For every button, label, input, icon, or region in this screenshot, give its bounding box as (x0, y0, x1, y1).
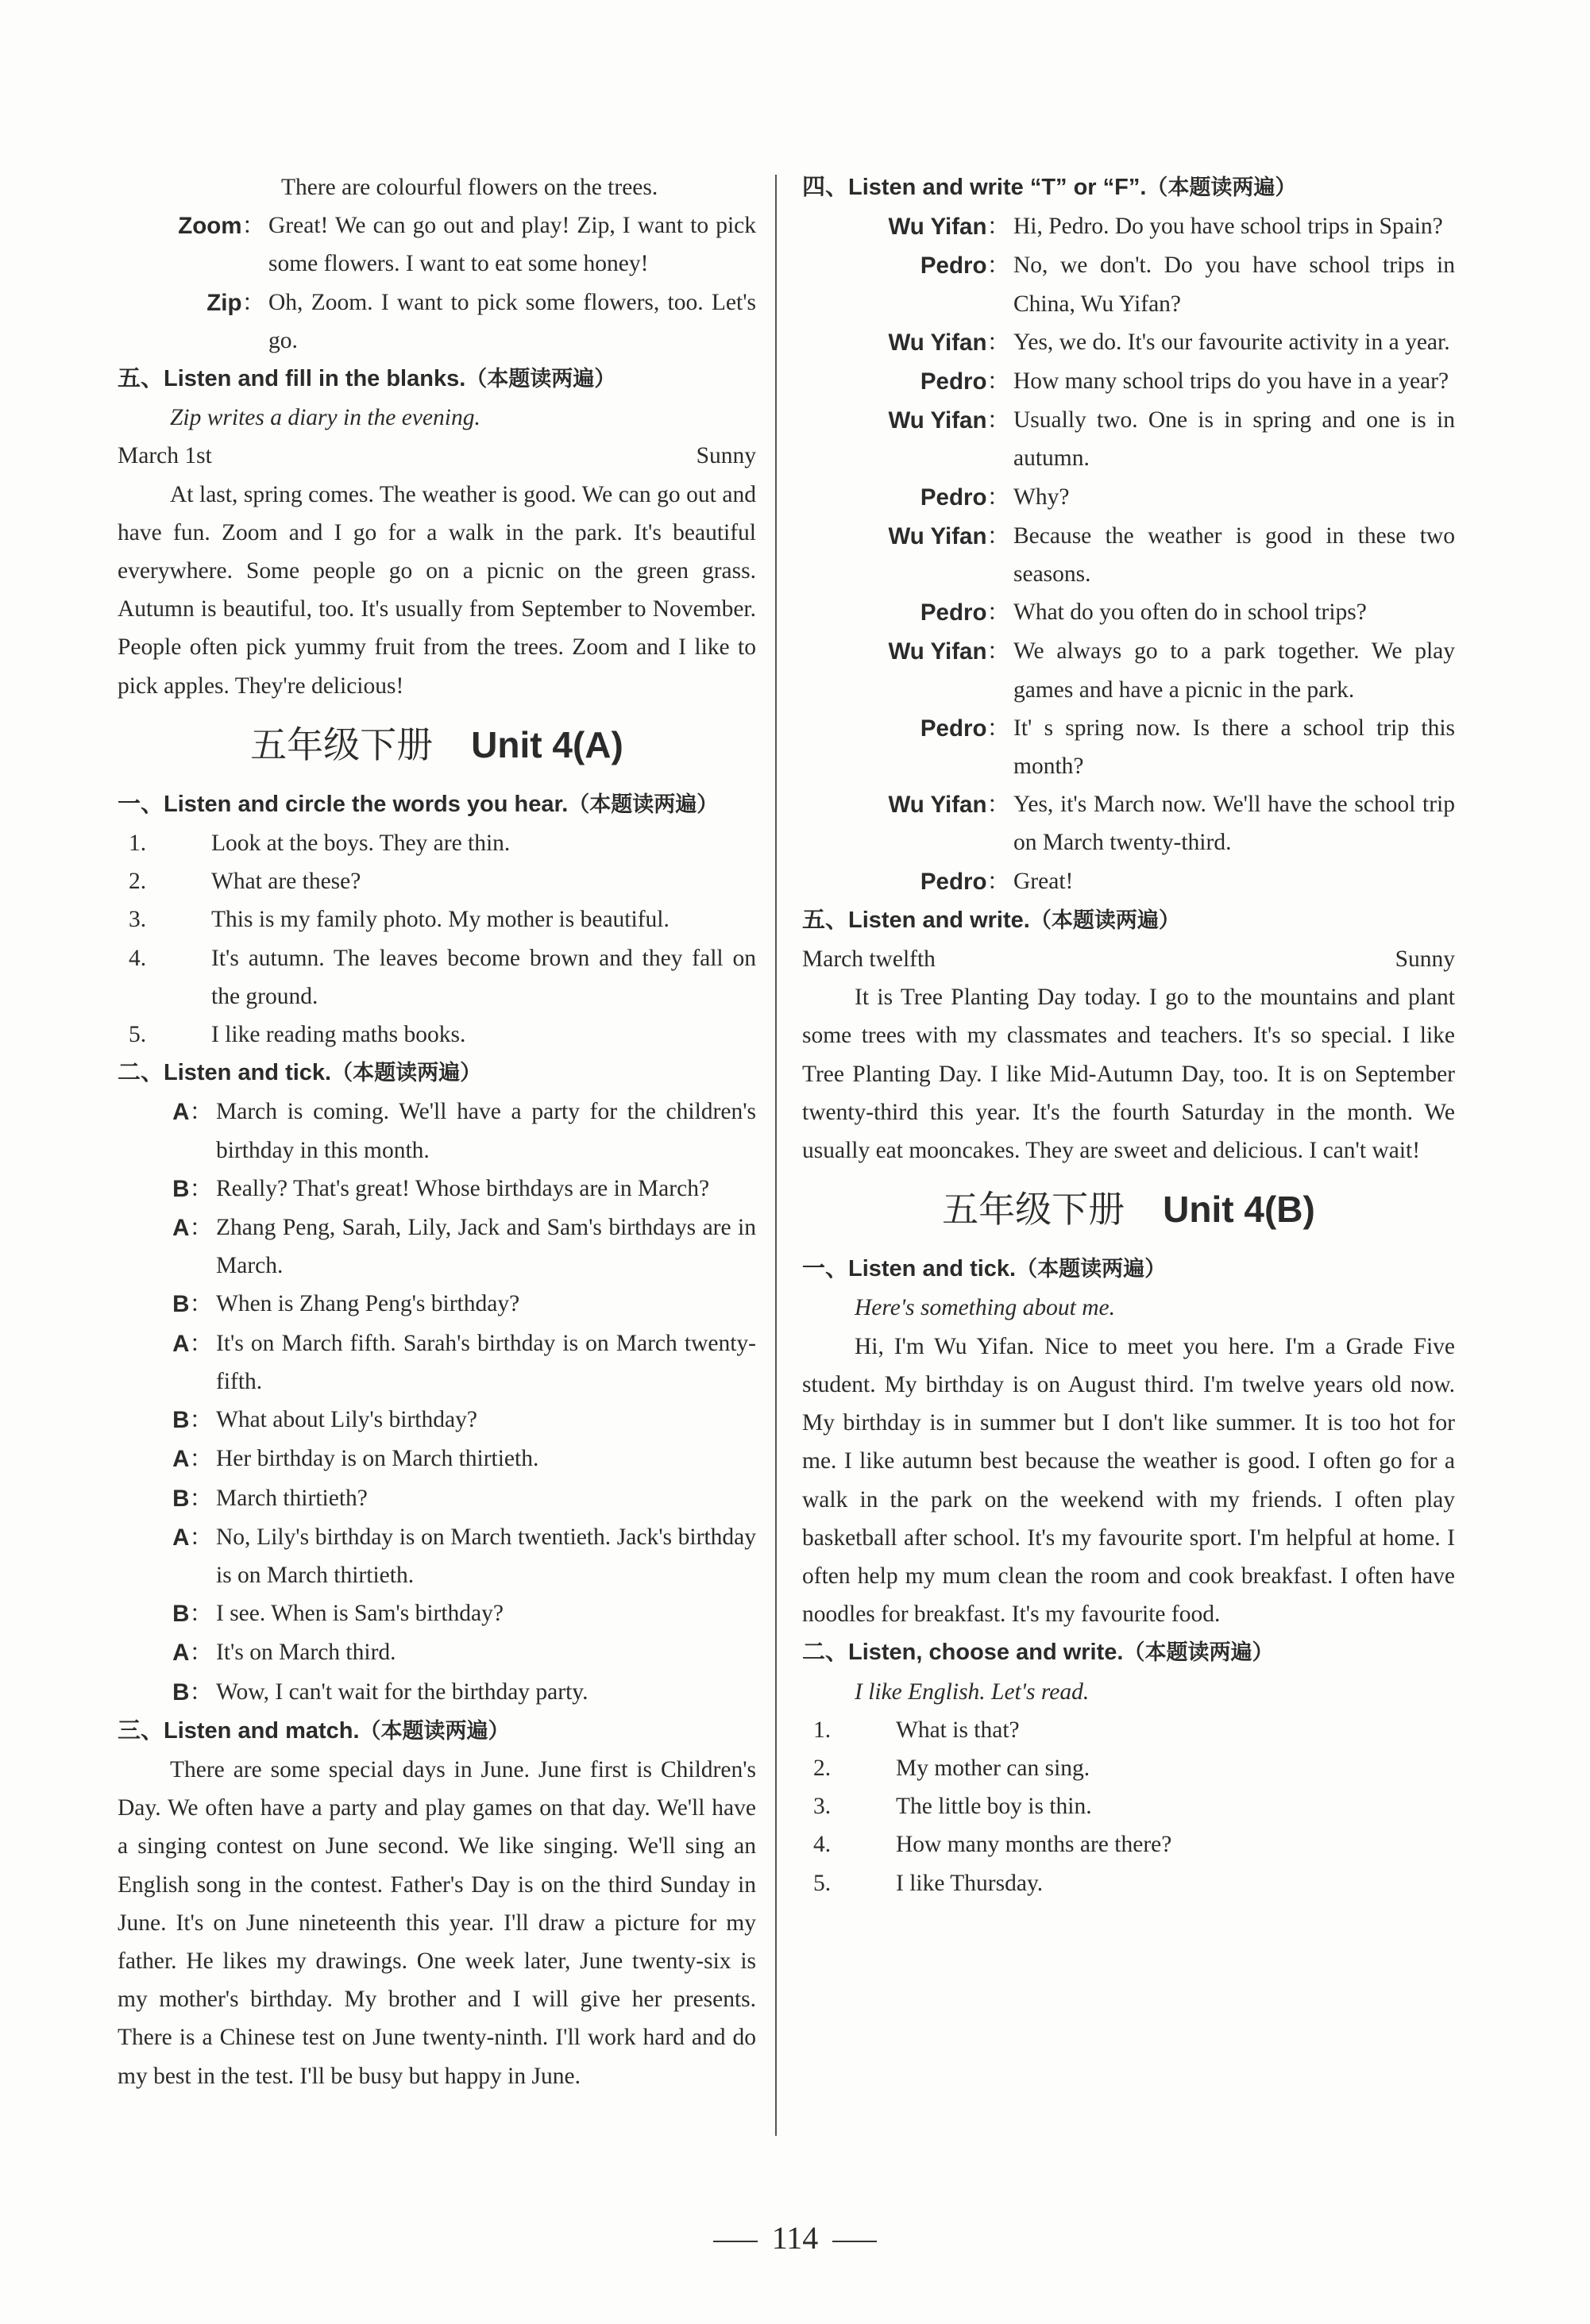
speaker: A ： (118, 1324, 213, 1401)
dialog-line (118, 206, 756, 283)
utterance: It' s spring now. Is there a school trip this month? (1013, 715, 1455, 780)
utterance: Because the weather is good in these two seasons. (1013, 522, 1455, 588)
list-item: 4. It's autumn. The leaves become brown and they fall on the ground. (129, 945, 756, 1009)
section-title: 一、Listen and tick. (802, 1256, 1017, 1282)
dialog-line (118, 1324, 756, 1401)
section-title: 三、Listen and match. (118, 1717, 360, 1744)
dialog-line (118, 1170, 756, 1208)
utterance: No, Lily's birthday is on March twentieth. Jack's birthday is on March thirtieth. (216, 1524, 756, 1588)
speaker: B ： (118, 1673, 213, 1712)
speaker: Pedro ： (802, 709, 1010, 785)
section-note: （本题读两遍） (331, 1061, 482, 1086)
section-heading (802, 1250, 1455, 1289)
dialog-line (118, 1479, 756, 1518)
dialog-line (118, 1208, 756, 1285)
section-note: （本题读两遍） (1123, 1640, 1274, 1666)
dialog-line (802, 785, 1455, 861)
dialog-line (802, 207, 1455, 246)
utterance: Really? That's great! Whose birthdays are in March? (216, 1175, 710, 1201)
section-heading (802, 1633, 1455, 1672)
unit-grade: 五年级下册 (250, 723, 434, 766)
diary-intro: Zip writes a diary in the evening. (170, 405, 480, 431)
list-item: 3. The little boy is thin. (813, 1794, 1092, 1820)
speaker: Pedro ： (802, 246, 1010, 322)
list-item: 1. What is that? (813, 1717, 1020, 1743)
column-divider (775, 175, 777, 2136)
utterance: It's on March third. (216, 1640, 396, 1666)
utterance: Yes, we do. It's our favourite activity in a year. (1013, 329, 1450, 355)
passage-text: There are some special days in June. June first is Children's Day. We often have a party and play games on that day. We'll have a singing contest on June second. We like singing. We'll sing an English song in the contest. Father's Day is on the third Sunday in June. It's on June nineteenth this year. I'll draw a picture for my father. He likes my drawings. One week later, June twenty-six is my mother's birthday. My brother and I will give her presents. There is a Chinese test on June twenty-ninth. I'll work hard and do my best in the test. I'll be busy but happy in June. (118, 1756, 756, 2089)
utterance: Her birthday is on March thirtieth. (216, 1446, 539, 1472)
dialog-line (118, 1673, 756, 1712)
diary-header (802, 940, 1455, 978)
utterance: What about Lily's birthday? (216, 1407, 477, 1433)
dialog-line (802, 517, 1455, 593)
speaker: Wu Yifan ： (802, 401, 1010, 477)
dialog-line (118, 1285, 756, 1324)
diary-date: March twelfth (802, 946, 936, 973)
utterance: March thirtieth? (216, 1485, 368, 1511)
dialog-line (118, 1594, 756, 1633)
dialog-line (802, 478, 1455, 517)
speaker: Pedro ： (802, 362, 1010, 401)
section-title: 二、Listen and tick. (118, 1060, 332, 1086)
dialog-line (802, 362, 1455, 401)
dialog-line (802, 862, 1455, 901)
section-heading (802, 168, 1455, 207)
speaker: A ： (118, 1518, 213, 1594)
unit-title (802, 1171, 1455, 1248)
section-title: 一、Listen and circle the words you hear. (118, 791, 569, 817)
speaker: Wu Yifan ： (802, 632, 1010, 708)
diary-weather: Sunny (696, 443, 756, 469)
section-title: 四、Listen and write “T” or “F”. (802, 175, 1147, 200)
utterance: No, we don't. Do you have school trips in China, Wu Yifan? (1013, 252, 1455, 317)
left-column (118, 168, 756, 2095)
speaker: Pedro ： (802, 478, 1010, 517)
page-number: 114 (0, 2219, 1590, 2257)
speaker: B ： (118, 1170, 213, 1208)
speaker: Zoom ： (118, 206, 265, 283)
section-heading (118, 785, 756, 824)
utterance: I see. When is Sam's birthday? (216, 1601, 504, 1627)
diary-text: At last, spring comes. The weather is good. We can go out and have fun. Zoom and I go for a walk in the park. It's beautiful everywhere. Some people go on a picnic on the green grass. Autumn is beautiful, too. It's usually from September to November. People often pick yummy fruit from the trees. Zoom and I like to pick apples. They're delicious! (118, 481, 756, 699)
speaker: Wu Yifan ： (802, 323, 1010, 362)
utterance: Great! (1013, 868, 1074, 894)
speaker: Pedro ： (802, 593, 1010, 632)
list-item: 5. I like reading maths books. (129, 1022, 466, 1048)
section-heading (118, 360, 756, 399)
diary-header (118, 437, 756, 475)
dialog-line (802, 246, 1455, 322)
numbered-list (802, 1711, 1455, 1902)
section-title: 五、Listen and fill in the blanks. (118, 366, 466, 392)
utterance: We always go to a park together. We play games and have a picnic in the park. (1013, 638, 1455, 703)
section-note: （本题读两遍） (1146, 175, 1297, 200)
speaker: Pedro ： (802, 862, 1010, 901)
speaker: B ： (118, 1401, 213, 1439)
dialog-line (802, 593, 1455, 632)
dialog-line (118, 283, 756, 360)
speaker: A ： (118, 1208, 213, 1285)
list-item: 3. This is my family photo. My mother is beautiful. (129, 907, 670, 933)
dialog-line (118, 1401, 756, 1439)
utterance: Usually two. One is in spring and one is in autumn. (1013, 407, 1455, 472)
section-note: （本题读两遍） (359, 1718, 510, 1744)
speaker: B ： (118, 1479, 213, 1518)
right-column (802, 168, 1455, 1902)
list-item: 2. My mother can sing. (813, 1755, 1090, 1781)
unit-name: Unit 4(B) (1163, 1189, 1315, 1231)
dialog-line (802, 632, 1455, 708)
section-note: （本题读两遍） (1016, 1257, 1167, 1282)
speaker: Wu Yifan ： (802, 785, 1010, 861)
section-note: （本题读两遍） (568, 792, 719, 817)
diary-weather: Sunny (1395, 946, 1455, 973)
passage-intro: Here's something about me. (855, 1295, 1116, 1321)
dialog-block (118, 1093, 756, 1711)
passage-intro: I like English. Let's read. (855, 1678, 1090, 1705)
intro-line: There are colourful flowers on the trees. (281, 175, 658, 200)
utterance: When is Zhang Peng's birthday? (216, 1291, 520, 1317)
utterance: What do you often do in school trips? (1013, 599, 1367, 626)
dialog-line (802, 709, 1455, 785)
dialog-line (802, 401, 1455, 477)
utterance: Hi, Pedro. Do you have school trips in Spain? (1013, 214, 1443, 240)
utterance: March is coming. We'll have a party for the children's birthday in this month. (216, 1099, 756, 1163)
utterance: How many school trips do you have in a year? (1013, 368, 1449, 395)
utterance: Why? (1013, 484, 1070, 510)
passage-text: It is Tree Planting Day today. I go to the mountains and plant some trees with my classmates and teachers. It's so special. I like Tree Planting Day. I like Mid-Autumn Day, too. It is on September twenty-third this year. It's the fourth Saturday in the month. We usually eat mooncakes. They are sweet and delicious. I can't wait! (802, 985, 1455, 1164)
list-item: 5. I like Thursday. (813, 1870, 1044, 1896)
list-item: 1. Look at the boys. They are thin. (129, 831, 511, 857)
numbered-list (118, 824, 756, 1054)
speaker: B ： (118, 1285, 213, 1324)
utterance: Yes, it's March now. We'll have the school trip on March twenty-third. (1013, 792, 1455, 856)
section-heading (118, 1054, 756, 1093)
section-heading (802, 901, 1455, 940)
diary-date: March 1st (118, 443, 212, 469)
section-title: 五、Listen and write. (802, 907, 1030, 933)
speaker: A ： (118, 1633, 213, 1672)
unit-grade: 五年级下册 (942, 1188, 1125, 1231)
utterance: Great! We can go out and play! Zip, I want to pick some flowers. I want to eat some honey! (268, 213, 756, 277)
speaker: B ： (118, 1594, 213, 1633)
utterance: Zhang Peng, Sarah, Lily, Jack and Sam's birthdays are in March. (216, 1215, 756, 1279)
speaker: Zip ： (118, 283, 265, 360)
utterance: It's on March fifth. Sarah's birthday is on March twenty-fifth. (216, 1330, 756, 1394)
speaker: A ： (118, 1439, 213, 1478)
section-note: （本题读两遍） (1029, 908, 1180, 933)
list-item: 4. How many months are there? (813, 1832, 1172, 1858)
speaker: Wu Yifan ： (802, 517, 1010, 593)
section-note: （本题读两遍） (465, 367, 616, 392)
utterance: Oh, Zoom. I want to pick some flowers, too. Let's go. (268, 289, 756, 353)
speaker: A ： (118, 1093, 213, 1169)
list-item: 2. What are these? (129, 869, 361, 895)
utterance: Wow, I can't wait for the birthday party. (216, 1678, 589, 1705)
dialog-block (802, 207, 1455, 901)
dialog-line (118, 1633, 756, 1672)
section-heading (118, 1712, 756, 1751)
dialog-line (118, 1093, 756, 1169)
dialog-line (118, 1518, 756, 1594)
dialog-line (802, 323, 1455, 362)
section-title: 二、Listen, choose and write. (802, 1640, 1124, 1666)
unit-title (118, 707, 756, 784)
unit-name: Unit 4(A) (471, 723, 623, 765)
speaker: Wu Yifan ： (802, 207, 1010, 246)
passage-text: Hi, I'm Wu Yifan. Nice to meet you here. I'm a Grade Five student. My birthday is on August third. I'm twelve years old now. My birthday is in summer but I don't like summer. It is too hot for me. I like autumn best because the weather is good. I often go for a walk in the park on the weekend with my friends. I often play basketball after school. It's my favourite sport. I'm helpful at home. I often help my mum clean the room and cook breakfast. I often have noodles for breakfast. It's my favourite food. (802, 1333, 1455, 1628)
dialog-line (118, 1439, 756, 1478)
